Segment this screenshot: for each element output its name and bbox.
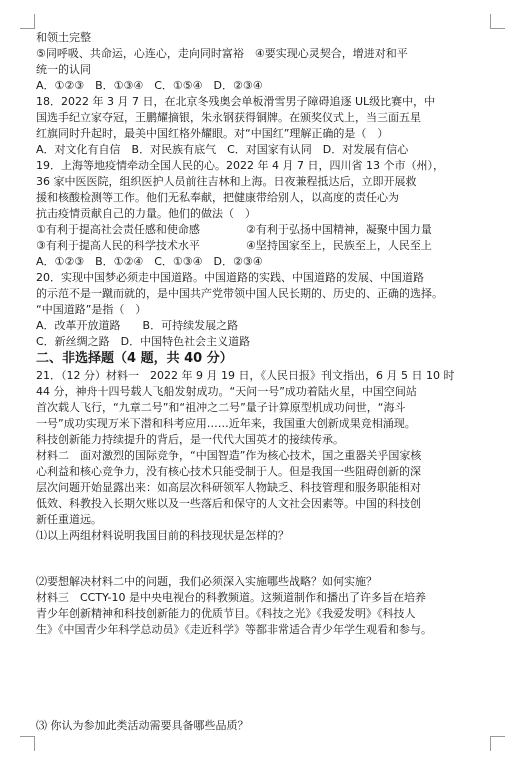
question-stem: 21．（12 分）材料一 2022 年 9 月 19 日，《人民日报》刊文指出，6 月 5 日 10 时: [36, 369, 455, 382]
question-18: [36, 94, 492, 158]
answer-options: A．①②③ B．①③④ C．①⑤④ D．②③④: [36, 79, 263, 92]
text-line: 层次问题开始显露出来：如高层次科研领军人物缺乏、科技管理和服务职能相对: [36, 481, 421, 494]
q17-continuation: [36, 30, 492, 94]
text-line: 国选手纪立家夺冠，王鹏耀摘银，朱永钢获得铜牌。在颁奖仪式上，当三面五星: [36, 111, 421, 124]
text-line: 青少年创新精神和科技创新能力的优质节目。《科技之光》《我爱发明》《科技人: [36, 607, 416, 620]
exam-content: [36, 30, 492, 734]
crop-mark-bottom-left: [20, 736, 35, 751]
answer-options: A．对文化有自信 B．对民族有底气 C．对国家有认同 D．对发展有信心: [36, 143, 409, 156]
text-line: 红旗同时升起时，最美中国红格外耀眼。对“中国红”理解正确的是（ ）: [36, 127, 389, 140]
crop-mark-top-left: [20, 14, 35, 29]
text-line: 心利益和核心竞争力，没有核心技术只能受制于人。但是我国一些阻碍创新的深: [36, 465, 421, 478]
answer-space: [36, 544, 492, 574]
text-line: 科技创新能力持续提升的背后，是一代代大国英才的接续传承。: [36, 433, 344, 446]
text-line: 一号”成功实现万米下潜和科考应用……近年来，我国重大创新成果竞相涌现。: [36, 417, 416, 430]
text-line: 36 家中医医院，组织医护人员前往吉林和上海。日夜兼程抵达后，立即开展救: [36, 175, 417, 188]
text-line: 首次载人飞行，“九章二号”和“祖冲之二号”量子计算原型机成功问世，“海斗: [36, 401, 406, 414]
sub-question-3: ⑶ 你认为参加此类活动需要具备哪些品质？: [36, 719, 249, 732]
crop-mark-top-right: [490, 14, 505, 29]
question-stem: 18．2022 年 3 月 7 日，在北京冬残奥会单板滑雪男子障碍追逐 UL级比赛中，中: [36, 95, 436, 108]
sub-question-2: ⑵要想解决材料二中的问题，我们必须深入实施哪些战略？如何实施？: [36, 575, 377, 588]
text-line: 生》《中国青少年科学总动员》《走近科学》等都非常适合青少年学生观看和参与。: [36, 623, 432, 636]
text-line: “中国道路”是指（ ）: [36, 303, 147, 316]
text-line: 统一的认同: [36, 63, 91, 76]
answer-options: A．改革开放道路 B．可持续发展之路: [36, 319, 239, 332]
statement-4: ④坚持国家至上，民族至上，人民至上: [246, 239, 432, 252]
answer-options: C．新丝绸之路 D．中国特色社会主义道路: [36, 335, 251, 348]
text-line: 抗击疫情贡献自己的力量。他们的做法（ ）: [36, 207, 256, 220]
text-line: 低效、科教投入长期欠账以及一些落后和保守的人文社会因素等。中国的科技创: [36, 497, 421, 510]
statement-row: [36, 238, 492, 254]
section-heading: 二、非选择题（4 题，共 40 分）: [36, 351, 233, 366]
question-stem: 20．实现中国梦必须走中国道路。中国道路的实践、中国道路的发展、中国道路: [36, 271, 424, 284]
question-20: [36, 270, 492, 350]
statement-2: ②有利于弘扬中国精神，凝聚中国力量: [246, 223, 432, 236]
text-line: 和领土完整: [36, 31, 91, 44]
statement-row: [36, 222, 492, 238]
question-stem: 19．上海等地疫情牵动全国人民的心。2022 年 4 月 7 日，四川省 13 个市（州），: [36, 159, 444, 172]
text-line: 新任重道远。: [36, 513, 102, 526]
crop-mark-bottom-right: [490, 736, 505, 751]
text-line: 的示范不是一蹴而就的，是中国共产党带领中国人民长期的、历史的、正确的选择。: [36, 287, 443, 300]
answer-space: [36, 638, 492, 718]
material-2: 材料二 面对激烈的国际竞争，“中国智造”作为核心技术，国之重器关乎国家核: [36, 449, 422, 462]
question-21: [36, 368, 492, 734]
text-line: 44 分，神舟十四号载人飞船发射成功。“天问一号”成功着陆火星，中国空间站: [36, 385, 417, 398]
question-19: [36, 158, 492, 270]
material-3: 材料三 CCTY-10 是中央电视台的科教频道。这频道制作和播出了许多旨在培养: [36, 591, 426, 604]
statement-3: ③有利于提高人民的科学技术水平: [36, 239, 200, 252]
text-line: 援和核酸检测等工作。他们无私奉献，把健康带给别人，以高度的责任心为: [36, 191, 399, 204]
text-line: ⑤同呼吸、共命运，心连心，走向同时富裕 ④要实现心灵契合，增进对和平: [36, 47, 408, 60]
answer-options: A．①②③ B．①②④ C．①③④ D．②③④: [36, 255, 263, 268]
sub-question-1: ⑴以上两组材料说明我国目前的科技现状是怎样的？: [36, 529, 289, 542]
statement-1: ①有利于提高社会责任感和使命感: [36, 223, 200, 236]
